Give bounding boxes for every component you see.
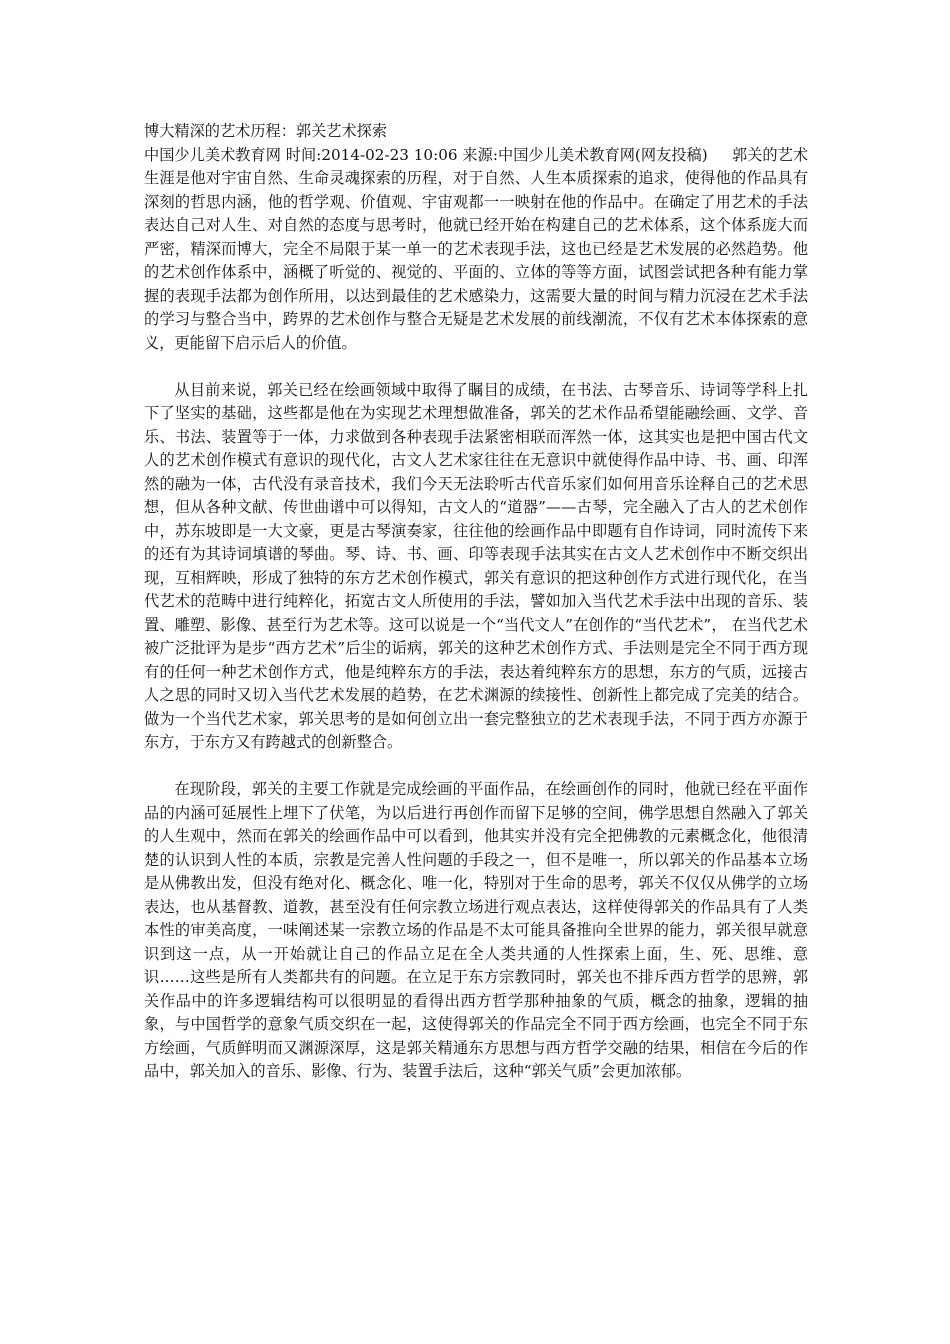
article-meta: 中国少儿美术教育网 时间:2014-02-23 10:06 来源:中国少儿美术教育网(网友投稿) <box>144 145 708 164</box>
paragraph-gap <box>144 355 808 379</box>
article-title: 博大精深的艺术历程：郭关艺术探索 <box>144 122 387 140</box>
paragraph-1-text: 郭关的艺术生涯是他对宇宙自然、生命灵魂探索的历程，对于自然、人生本质探索的追求，使得他的作品具有深刻的哲思内涵，他的哲学观、价值观、宇宙观都一一映射在他的作品中。在确定了用艺术的手法表达自己对人生、对自然的态度与思考时，他就已经开始在构建自己的艺术体系，这个体系庞大而严密，精深而博大，完全不局限于某一单一的艺术表现手法，这也已经是艺术发展的必然趋势。他的艺术创作体系中，涵概了听觉的、视觉的、平面的、立体的等等方面，试图尝试把各种有能力掌握的表现手法都为创作所用，以达到最佳的艺术感染力，这需要大量的时间与精力沉浸在艺术手法的学习与整合当中，跨界的艺术创作与整合无疑是艺术发展的前线潮流，不仅有艺术本体探索的意义，更能留下启示后人的价值。 <box>144 145 809 352</box>
paragraph-3: 在现阶段，郭关的主要工作就是完成绘画的平面作品，在绘画创作的同时，他就已经在平面作品的内涵可延展性上埋下了伏笔，为以后进行再创作而留下足够的空间，佛学思想自然融入了郭关的人生观中，然而在郭关的绘画作品中可以看到，他其实并没有完全把佛教的元素概念化，他很清楚的认识到人性的本质，宗教是完善人性问题的手段之一，但不是唯一，所以郭关的作品基本立场是从佛教出发，但没有绝对化、概念化、唯一化，特别对于生命的思考，郭关不仅仅从佛学的立场表达，也从基督教、道教，甚至没有任何宗教立场进行观点表达，这样使得郭关的作品具有了人类本性的审美高度，一味阐述某一宗教立场的作品是不太可能具备推向全世界的能力，郭关很早就意识到这一点，从一开始就让自己的作品立足在全人类共通的人性探索上面，生、死、思维、意识……这些是所有人类都共有的问题。在立足于东方宗教同时，郭关也不排斥西方哲学的思辨，郭关作品中的许多逻辑结构可以很明显的看得出西方哲学那种抽象的气质，概念的抽象，逻辑的抽象，与中国哲学的意象气质交织在一起，这使得郭关的作品完全不同于西方绘画，也完全不同于东方绘画，气质鲜明而又渊源深厚，这是郭关精通东方思想与西方哲学交融的结果，相信在今后的作品中，郭关加入的音乐、影像、行为、装置手法后，这种“郭关气质”会更加浓郁。 <box>144 780 808 1080</box>
article <box>144 120 808 1084</box>
article-intro-paragraph <box>144 144 808 356</box>
paragraph-gap <box>144 755 808 779</box>
paragraph-2: 从目前来说，郭关已经在绘画领域中取得了瞩目的成绩，在书法、古琴音乐、诗词等学科上扎下了坚实的基础，这些都是他在为实现艺术理想做准备，郭关的艺术作品希望能融绘画、文学、音乐、书法、装置等于一体，力求做到各种表现手法紧密相联而浑然一体，这其实也是把中国古代文人的艺术创作模式有意识的现代化，古文人艺术家往往在无意识中就使得作品中诗、书、画、印浑然的融为一体，古代没有录音技术，我们今天无法聆听古代音乐家们如何用音乐诠释自己的艺术思想，但从各种文献、传世曲谱中可以得知，古文人的“道器”——古琴，完全融入了古人的艺术创作中，苏东坡即是一大文豪，更是古琴演奏家，往往他的绘画作品中即题有自作诗词，同时流传下来的还有为其诗词填谱的琴曲。琴、诗、书、画、印等表现手法其实在古文人艺术创作中不断交织出现，互相辉映，形成了独特的东方艺术创作模式，郭关有意识的把这种创作方式进行现代化，在当代艺术的范畴中进行纯粹化，拓宽古文人所使用的手法，譬如加入当代艺术手法中出现的音乐、装置、雕塑、影像、甚至行为艺术等。这可以说是一个“当代文人”在创作的“当代艺术”， 在当代艺术被广泛批评为是步“西方艺术”后尘的诟病，郭关的这种艺术创作方式、手法则是完全不同于西方现有的任何一种艺术创作方式，他是纯粹东方的手法，表达着纯粹东方的思想，东方的气质，远接古人之思的同时又切入当代艺术发展的趋势，在艺术渊源的续接性、创新性上都完成了完美的结合。做为一个当代艺术家，郭关思考的是如何创立出一套完整独立的艺术表现手法，不同于西方亦源于东方，于东方又有跨越式的创新整合。 <box>144 380 808 751</box>
